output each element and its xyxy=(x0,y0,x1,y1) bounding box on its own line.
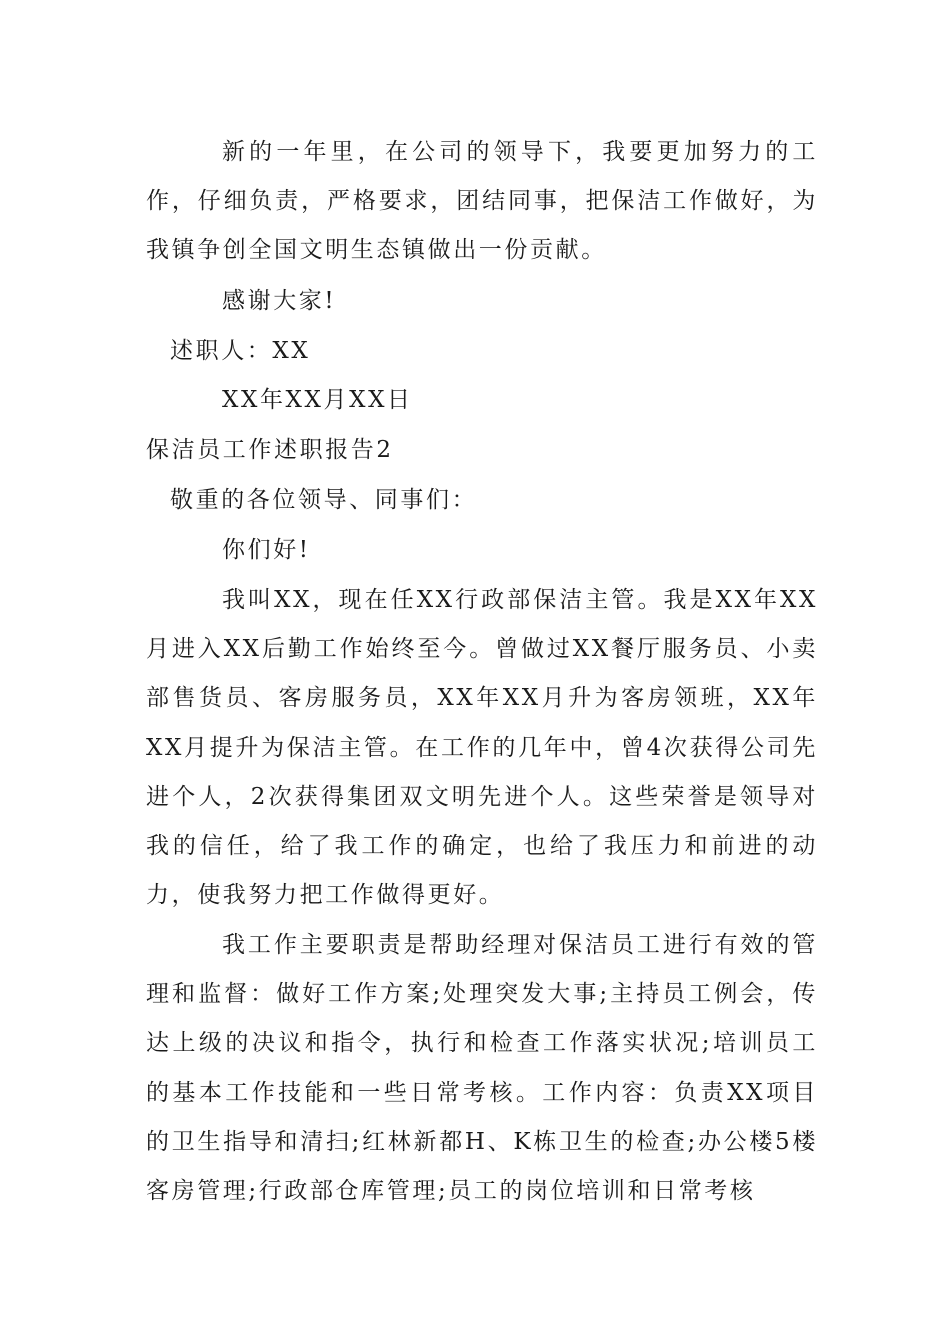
paragraph-new-year-commitment: 新的一年里，在公司的领导下，我要更加努力的工作，仔细负责，严格要求，团结同事，把保洁工作做好，为我镇争创全国文明生态镇做出一份贡献。 xyxy=(146,139,818,264)
report-heading: 保洁员工作述职报告2 xyxy=(146,437,394,463)
thanks-line: 感谢大家! xyxy=(222,288,337,314)
salutation-line: 敬重的各位领导、同事们： xyxy=(170,487,478,513)
paragraph-self-introduction: 我叫XX，现在任XX行政部保洁主管。我是XX年XX月进入XX后勤工作始终至今。曾做过XX餐厅服务员、小卖部售货员、客房服务员，XX年XX月升为客房领班，XX年XX月提升为保洁主管。在工作的几年中，曾4次获得公司先进个人，2次获得集团双文明先进个人。这些荣誉是领导对我的信任，给了我工作的确定，也给了我压力和前进的动力，使我努力把工作做得更好。 xyxy=(146,587,818,909)
greeting-line: 你们好! xyxy=(222,537,311,563)
date-line: XX年XX月XX日 xyxy=(222,387,413,413)
signer-line: 述职人：XX xyxy=(170,338,311,364)
paragraph-job-duties: 我工作主要职责是帮助经理对保洁员工进行有效的管理和监督：做好工作方案;处理突发大事;主持员工例会，传达上级的决议和指令，执行和检查工作落实状况;培训员工的基本工作技能和一些日常考核。工作内容：负责XX项目的卫生指导和清扫;红林新都H、K栋卫生的检查;办公楼5楼客房管理;行政部仓库管理;员工的岗位培训和日常考核 xyxy=(146,932,818,1205)
